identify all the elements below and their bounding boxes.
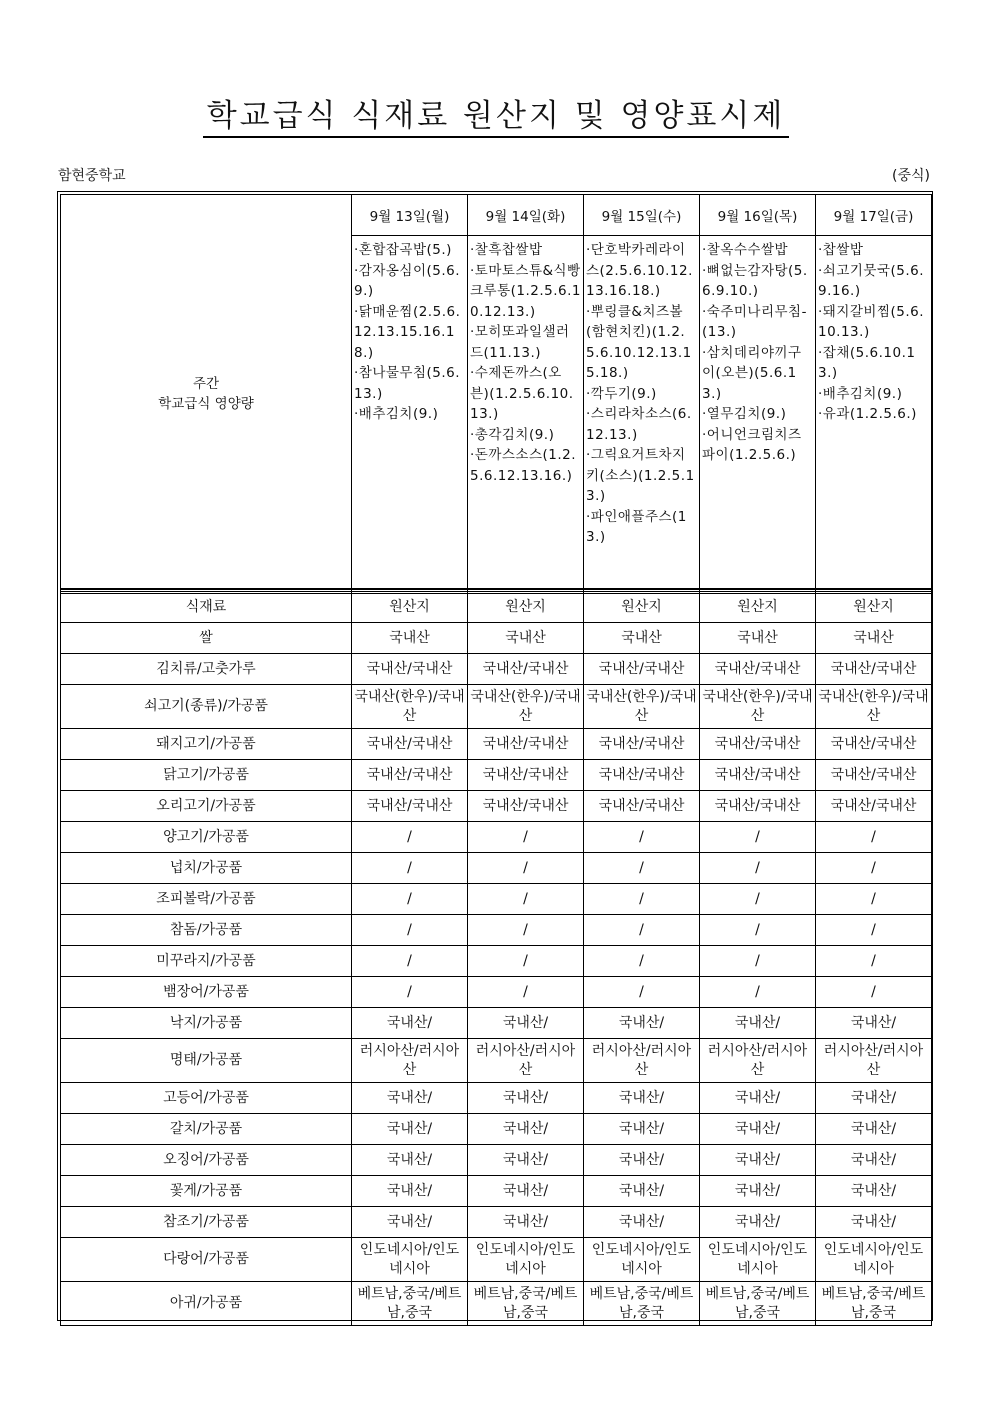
page-title [0, 90, 992, 135]
menu-item: ·스리라차소스(6.12.13.) [586, 406, 692, 443]
table-row [61, 685, 932, 729]
origin-value: / [352, 977, 468, 1008]
ingredient-name: 김치류/고춧가루 [61, 654, 352, 685]
menu-item: ·참나물무침(5.6.13.) [354, 365, 461, 402]
origin-value: 국내산/ [468, 1008, 584, 1039]
menu-item: ·배추김치(9.) [818, 385, 903, 402]
origin-value: / [816, 853, 932, 884]
ingredient-name: 뱀장어/가공품 [61, 977, 352, 1008]
ingredient-name: 꽃게/가공품 [61, 1176, 352, 1207]
origin-value: / [700, 977, 816, 1008]
table-row [61, 654, 932, 685]
origin-value: / [700, 915, 816, 946]
menu-item: ·모히또과일샐러드(11.13.) [470, 324, 570, 361]
ingredient-name: 양고기/가공품 [61, 822, 352, 853]
origin-value: / [584, 946, 700, 977]
origin-value: / [468, 853, 584, 884]
origin-value: 국내산/ [468, 1145, 584, 1176]
origin-value: / [584, 977, 700, 1008]
origin-value: 국내산/국내산 [468, 791, 584, 822]
table-row [61, 822, 932, 853]
day-header: 9월 15일(수) [584, 195, 700, 236]
menu-cell [816, 236, 932, 594]
origin-value: 인도네시아/인도네시아 [700, 1238, 816, 1282]
origin-value: 국내산/ [584, 1145, 700, 1176]
origin-value: / [352, 915, 468, 946]
table-row [61, 977, 932, 1008]
origin-header: 원산지 [700, 592, 816, 623]
menu-item: ·그릭요거트차지키(소스)(1.2.5.13.) [586, 447, 695, 504]
menu-item: ·유과(1.2.5.6.) [818, 406, 917, 422]
menu-item: ·뼈없는감자탕(5.6.9.10.) [702, 262, 808, 299]
origin-value: 국내산/ [816, 1176, 932, 1207]
origin-value: / [700, 822, 816, 853]
ingredient-name: 다랑어/가공품 [61, 1238, 352, 1282]
menu-item: ·단호박카레라이스(2.5.6.10.12.13.16.18.) [586, 242, 693, 299]
origin-table [60, 591, 932, 1326]
origin-value: 국내산/ [700, 1008, 816, 1039]
origin-value: 베트남,중국/베트남,중국 [584, 1282, 700, 1326]
table-row [61, 915, 932, 946]
table-row [61, 1083, 932, 1114]
origin-value: 국내산/국내산 [584, 654, 700, 685]
table-row [61, 1114, 932, 1145]
menu-item: ·찰옥수수쌀밥 [702, 242, 789, 258]
ingredient-name: 아귀/가공품 [61, 1282, 352, 1326]
origin-value: 국내산/국내산 [816, 791, 932, 822]
origin-value: 국내산/국내산 [816, 760, 932, 791]
menu-item: ·수제돈까스(오븐)(1.2.5.6.10.13.) [470, 365, 574, 422]
menu-item: ·감자옹심이(5.6.9.) [354, 262, 461, 299]
origin-value: 국내산/ [352, 1083, 468, 1114]
week-label-cell [61, 195, 352, 594]
weekly-menu-table [60, 194, 932, 594]
origin-value: 국내산/ [352, 1207, 468, 1238]
ingredient-name: 닭고기/가공품 [61, 760, 352, 791]
origin-value: 국내산/ [816, 1207, 932, 1238]
menu-item: ·잡채(5.6.10.13.) [818, 344, 916, 381]
menu-item: ·돈까스소스(1.2.5.6.12.13.16.) [470, 447, 577, 484]
origin-value: 국내산/ [468, 1114, 584, 1145]
origin-value: 국내산/국내산 [700, 760, 816, 791]
menu-cell [700, 236, 816, 594]
origin-value: 국내산 [468, 623, 584, 654]
origin-value: 국내산(한우)/국내산 [584, 685, 700, 729]
day-header: 9월 17일(금) [816, 195, 932, 236]
origin-value: 국내산(한우)/국내산 [352, 685, 468, 729]
origin-value: 국내산/ [816, 1008, 932, 1039]
origin-value: 국내산/국내산 [352, 654, 468, 685]
origin-value: / [700, 884, 816, 915]
table-row [61, 791, 932, 822]
origin-value: / [816, 977, 932, 1008]
origin-value: 국내산/ [584, 1008, 700, 1039]
origin-value: 국내산/ [352, 1145, 468, 1176]
ingredient-name: 오리고기/가공품 [61, 791, 352, 822]
ingredient-name: 참돔/가공품 [61, 915, 352, 946]
menu-item: ·찰흑찹쌀밥 [470, 242, 543, 258]
origin-value: 국내산/ [816, 1083, 932, 1114]
origin-value: / [584, 915, 700, 946]
origin-value: 러시아산/러시아산 [584, 1039, 700, 1083]
origin-value: 국내산/국내산 [816, 654, 932, 685]
origin-value: / [816, 946, 932, 977]
origin-value: / [816, 884, 932, 915]
ingredient-name: 돼지고기/가공품 [61, 729, 352, 760]
ingredient-header: 식재료 [61, 592, 352, 623]
origin-value: 국내산(한우)/국내산 [468, 685, 584, 729]
origin-value: / [468, 884, 584, 915]
meal-type: (중식) [892, 168, 930, 184]
origin-value: 국내산/국내산 [468, 729, 584, 760]
menu-cell [584, 236, 700, 594]
table-row [61, 1176, 932, 1207]
menu-item: ·열무김치(9.) [702, 406, 787, 422]
table-row [61, 1039, 932, 1083]
origin-value: 러시아산/러시아산 [700, 1039, 816, 1083]
origin-value: 국내산/ [816, 1114, 932, 1145]
origin-value: 러시아산/러시아산 [468, 1039, 584, 1083]
origin-value: 국내산/국내산 [352, 760, 468, 791]
menu-item: ·총각김치(9.) [470, 426, 555, 443]
title-text: 학교급식 식재료 원산지 및 영양표시제 [203, 98, 790, 138]
origin-value: / [584, 853, 700, 884]
origin-value: 국내산/ [468, 1176, 584, 1207]
origin-value: / [468, 977, 584, 1008]
origin-value: 국내산/국내산 [352, 729, 468, 760]
origin-value: 국내산/국내산 [584, 760, 700, 791]
origin-value: 국내산/ [468, 1083, 584, 1114]
origin-value: 국내산/ [584, 1083, 700, 1114]
menu-item: ·토마토스튜&식빵크루통(1.2.5.6.10.12.13.) [470, 262, 582, 320]
ingredient-name: 갈치/가공품 [61, 1114, 352, 1145]
table-row [61, 1207, 932, 1238]
origin-value: / [816, 822, 932, 853]
origin-value: 국내산 [816, 623, 932, 654]
origin-value: 국내산/국내산 [700, 729, 816, 760]
school-name: 함현중학교 [58, 168, 126, 184]
origin-value: 국내산/ [816, 1145, 932, 1176]
ingredient-name: 넙치/가공품 [61, 853, 352, 884]
origin-value: 국내산/ [584, 1176, 700, 1207]
origin-value: 베트남,중국/베트남,중국 [700, 1282, 816, 1326]
origin-value: / [700, 946, 816, 977]
origin-value: 국내산/국내산 [700, 654, 816, 685]
menu-item: ·혼합잡곡밥(5.) [354, 242, 452, 258]
origin-value: 국내산/ [700, 1145, 816, 1176]
origin-value: 국내산/ [352, 1176, 468, 1207]
menu-item: ·파인애플주스(13.) [586, 508, 687, 545]
origin-value: 인도네시아/인도네시아 [468, 1238, 584, 1282]
table-row [61, 1008, 932, 1039]
menu-cell [352, 236, 468, 594]
day-header: 9월 13일(월) [352, 195, 468, 236]
ingredient-name: 미꾸라지/가공품 [61, 946, 352, 977]
table-row [61, 853, 932, 884]
ingredient-name: 오징어/가공품 [61, 1145, 352, 1176]
origin-header: 원산지 [816, 592, 932, 623]
day-header: 9월 16일(목) [700, 195, 816, 236]
origin-value: 국내산/ [352, 1008, 468, 1039]
menu-cell [468, 236, 584, 594]
origin-value: 국내산 [700, 623, 816, 654]
origin-value: 국내산/국내산 [700, 791, 816, 822]
ingredient-name: 명태/가공품 [61, 1039, 352, 1083]
menu-item: ·쇠고기뭇국(5.6.9.16.) [818, 262, 925, 299]
origin-value: / [584, 822, 700, 853]
origin-value: / [352, 946, 468, 977]
origin-value: 러시아산/러시아산 [352, 1039, 468, 1083]
table-row [61, 946, 932, 977]
origin-value: / [468, 946, 584, 977]
origin-value: / [816, 915, 932, 946]
ingredient-name: 낙지/가공품 [61, 1008, 352, 1039]
menu-item: ·삼치데리야끼구이(오븐)(5.6.13.) [702, 344, 802, 402]
origin-value: / [468, 822, 584, 853]
menu-item: ·깍두기(9.) [586, 385, 657, 402]
origin-value: 국내산(한우)/국내산 [700, 685, 816, 729]
ingredient-name: 쌀 [61, 623, 352, 654]
table-row [61, 1238, 932, 1282]
table-row [61, 884, 932, 915]
menu-item: ·닭매운찜(2.5.6.12.13.15.16.18.) [354, 303, 461, 361]
origin-value: 국내산/ [700, 1083, 816, 1114]
origin-value: / [352, 822, 468, 853]
origin-value: 국내산/ [700, 1176, 816, 1207]
origin-value: 국내산/국내산 [468, 760, 584, 791]
origin-value: 베트남,중국/베트남,중국 [468, 1282, 584, 1326]
table-row [61, 1145, 932, 1176]
origin-value: 국내산 [352, 623, 468, 654]
week-label: 주간 학교급식 영양량 [158, 376, 254, 412]
ingredient-name: 고등어/가공품 [61, 1083, 352, 1114]
origin-value: / [352, 853, 468, 884]
origin-value: 국내산/ [584, 1114, 700, 1145]
menu-item: ·찹쌀밥 [818, 242, 864, 258]
origin-value: 인도네시아/인도네시아 [352, 1238, 468, 1282]
origin-value: 국내산(한우)/국내산 [816, 685, 932, 729]
origin-value: / [468, 915, 584, 946]
origin-value: 러시아산/러시아산 [816, 1039, 932, 1083]
origin-value: / [700, 853, 816, 884]
origin-value: 국내산/국내산 [468, 654, 584, 685]
origin-value: 국내산/국내산 [584, 791, 700, 822]
origin-value: 국내산/국내산 [816, 729, 932, 760]
origin-value: 베트남,중국/베트남,중국 [352, 1282, 468, 1326]
origin-header: 원산지 [468, 592, 584, 623]
section-divider [60, 588, 931, 590]
menu-item: ·어니언크림치즈파이(1.2.5.6.) [702, 426, 802, 463]
day-header: 9월 14일(화) [468, 195, 584, 236]
table-row [61, 1282, 932, 1326]
ingredient-name: 참조기/가공품 [61, 1207, 352, 1238]
table-row [61, 729, 932, 760]
origin-value: / [584, 884, 700, 915]
menu-item: ·뿌링클&치즈볼(함현치킨)(1.2.5.6.10.12.13.15.18.) [586, 303, 692, 381]
origin-value: 국내산/국내산 [584, 729, 700, 760]
table-row [61, 760, 932, 791]
origin-value: 국내산/ [700, 1114, 816, 1145]
origin-header: 원산지 [584, 592, 700, 623]
origin-value: 국내산/ [700, 1207, 816, 1238]
ingredient-name: 쇠고기(종류)/가공품 [61, 685, 352, 729]
origin-value: 인도네시아/인도네시아 [584, 1238, 700, 1282]
origin-value: 국내산/ [468, 1207, 584, 1238]
origin-value: 인도네시아/인도네시아 [816, 1238, 932, 1282]
origin-value: / [352, 884, 468, 915]
origin-value: 국내산 [584, 623, 700, 654]
menu-item: ·돼지갈비찜(5.6.10.13.) [818, 303, 925, 340]
table-row [61, 623, 932, 654]
menu-item: ·배추김치(9.) [354, 406, 439, 422]
origin-value: 베트남,중국/베트남,중국 [816, 1282, 932, 1326]
origin-value: 국내산/ [584, 1207, 700, 1238]
origin-value: 국내산/ [352, 1114, 468, 1145]
menu-item: ·숙주미나리무침-(13.) [702, 303, 807, 340]
origin-header: 원산지 [352, 592, 468, 623]
ingredient-name: 조피볼락/가공품 [61, 884, 352, 915]
origin-value: 국내산/국내산 [352, 791, 468, 822]
